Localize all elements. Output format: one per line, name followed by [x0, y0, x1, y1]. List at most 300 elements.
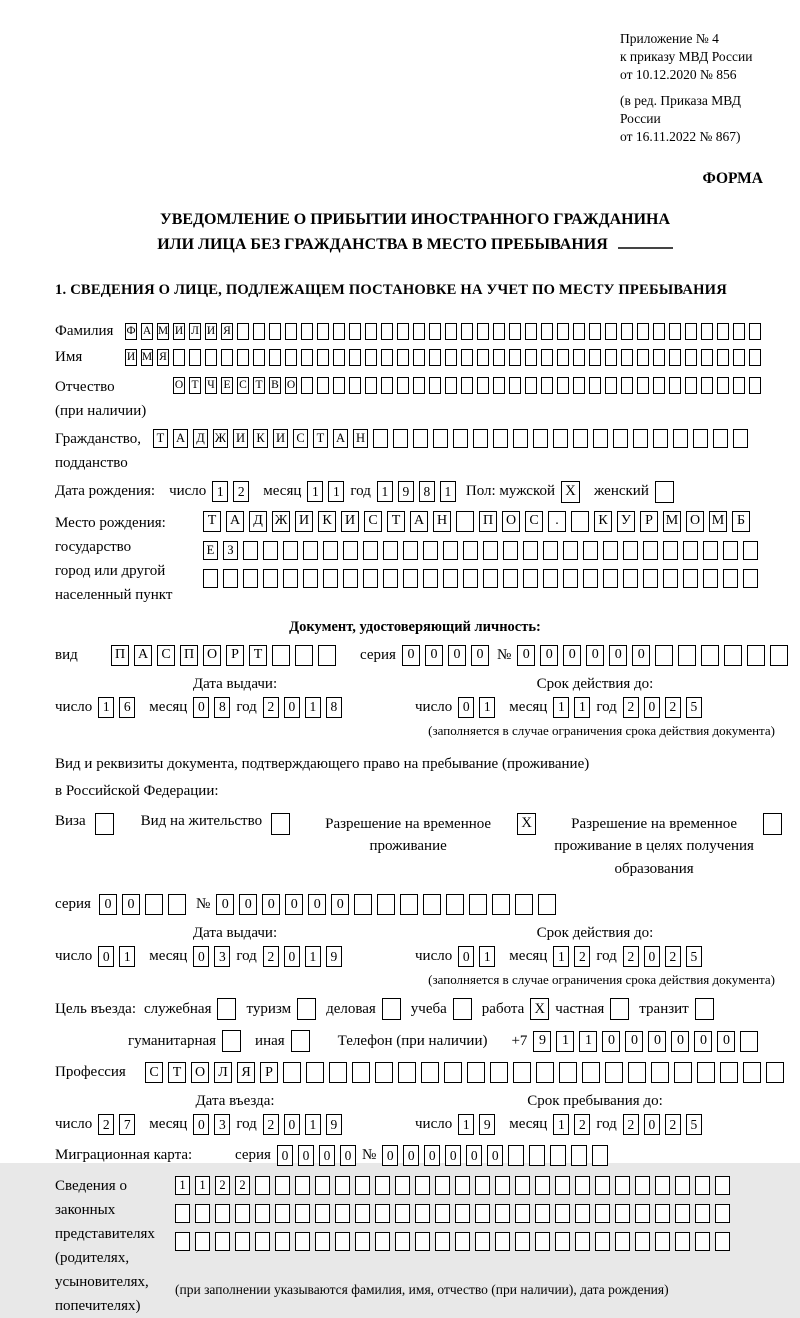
char-cell[interactable]	[349, 323, 361, 340]
char-cell[interactable]	[575, 1204, 590, 1223]
birth-year-cells[interactable]	[377, 481, 456, 502]
char-cell[interactable]	[541, 323, 553, 340]
char-cell[interactable]	[403, 541, 418, 560]
char-cell[interactable]	[643, 541, 658, 560]
char-cell[interactable]	[509, 349, 521, 366]
char-cell[interactable]: А	[333, 429, 348, 448]
char-cell[interactable]	[557, 349, 569, 366]
char-cell[interactable]	[237, 349, 249, 366]
char-cell[interactable]	[483, 569, 498, 588]
char-cell[interactable]	[335, 1204, 350, 1223]
char-cell[interactable]	[655, 645, 673, 666]
char-cell[interactable]	[444, 1062, 462, 1083]
char-cell[interactable]: 0	[239, 894, 257, 915]
char-cell[interactable]	[605, 323, 617, 340]
identity-issue-year-cells[interactable]	[263, 697, 342, 718]
char-cell[interactable]	[383, 569, 398, 588]
edu-permit-checkbox[interactable]	[763, 813, 782, 835]
char-cell[interactable]: И	[125, 349, 137, 366]
char-cell[interactable]	[535, 1176, 550, 1195]
char-cell[interactable]	[573, 323, 585, 340]
residence-permit-checkbox[interactable]	[271, 813, 290, 835]
char-cell[interactable]	[381, 349, 393, 366]
char-cell[interactable]: 9	[326, 946, 342, 967]
char-cell[interactable]	[335, 1232, 350, 1251]
char-cell[interactable]	[295, 1204, 310, 1223]
char-cell[interactable]	[483, 541, 498, 560]
char-cell[interactable]	[555, 1232, 570, 1251]
char-cell[interactable]: 1	[479, 946, 495, 967]
char-cell[interactable]: 1	[440, 481, 456, 502]
char-cell[interactable]	[473, 429, 488, 448]
char-cell[interactable]: 2	[263, 1114, 279, 1135]
char-cell[interactable]	[413, 323, 425, 340]
residence-issue-month-cells[interactable]	[193, 946, 230, 967]
char-cell[interactable]	[675, 1176, 690, 1195]
surname-cells[interactable]	[125, 323, 761, 340]
char-cell[interactable]	[375, 1204, 390, 1223]
char-cell[interactable]	[513, 429, 528, 448]
char-cell[interactable]	[393, 429, 408, 448]
char-cell[interactable]	[415, 1232, 430, 1251]
char-cell[interactable]	[509, 323, 521, 340]
char-cell[interactable]	[503, 541, 518, 560]
char-cell[interactable]	[557, 323, 569, 340]
char-cell[interactable]	[651, 1062, 669, 1083]
char-cell[interactable]: 2	[263, 697, 279, 718]
char-cell[interactable]	[559, 1062, 577, 1083]
char-cell[interactable]	[605, 349, 617, 366]
char-cell[interactable]: Я	[237, 1062, 255, 1083]
char-cell[interactable]: 1	[479, 697, 495, 718]
char-cell[interactable]	[743, 569, 758, 588]
char-cell[interactable]	[717, 377, 729, 394]
char-cell[interactable]: И	[273, 429, 288, 448]
char-cell[interactable]: С	[293, 429, 308, 448]
char-cell[interactable]	[415, 1204, 430, 1223]
char-cell[interactable]	[724, 645, 742, 666]
char-cell[interactable]	[363, 569, 378, 588]
char-cell[interactable]	[555, 1204, 570, 1223]
char-cell[interactable]: М	[663, 511, 681, 532]
char-cell[interactable]	[301, 323, 313, 340]
char-cell[interactable]	[733, 349, 745, 366]
char-cell[interactable]	[701, 349, 713, 366]
char-cell[interactable]	[301, 377, 313, 394]
char-cell[interactable]	[429, 349, 441, 366]
char-cell[interactable]: 1	[119, 946, 135, 967]
char-cell[interactable]	[323, 541, 338, 560]
char-cell[interactable]: 2	[574, 1114, 590, 1135]
char-cell[interactable]	[717, 349, 729, 366]
char-cell[interactable]: 5	[686, 946, 702, 967]
purpose-study-checkbox[interactable]	[453, 998, 472, 1020]
char-cell[interactable]	[461, 349, 473, 366]
char-cell[interactable]: 1	[307, 481, 323, 502]
char-cell[interactable]	[713, 429, 728, 448]
char-cell[interactable]	[663, 541, 678, 560]
char-cell[interactable]	[595, 1176, 610, 1195]
char-cell[interactable]: 1	[98, 697, 114, 718]
char-cell[interactable]: О	[173, 377, 185, 394]
char-cell[interactable]	[529, 1145, 545, 1166]
char-cell[interactable]	[749, 323, 761, 340]
char-cell[interactable]	[221, 349, 233, 366]
char-cell[interactable]: 0	[487, 1145, 503, 1166]
char-cell[interactable]	[215, 1232, 230, 1251]
char-cell[interactable]: Т	[203, 511, 221, 532]
char-cell[interactable]	[329, 1062, 347, 1083]
char-cell[interactable]	[685, 349, 697, 366]
char-cell[interactable]	[467, 1062, 485, 1083]
char-cell[interactable]	[283, 569, 298, 588]
char-cell[interactable]	[541, 349, 553, 366]
char-cell[interactable]	[571, 511, 589, 532]
char-cell[interactable]: 0	[448, 645, 466, 666]
char-cell[interactable]: 0	[277, 1145, 293, 1166]
char-cell[interactable]	[189, 349, 201, 366]
char-cell[interactable]	[323, 569, 338, 588]
char-cell[interactable]: 0	[602, 1031, 620, 1052]
char-cell[interactable]: П	[180, 645, 198, 666]
char-cell[interactable]: 0	[99, 894, 117, 915]
char-cell[interactable]	[715, 1232, 730, 1251]
char-cell[interactable]	[395, 1204, 410, 1223]
char-cell[interactable]	[333, 323, 345, 340]
purpose-commercial-checkbox[interactable]	[382, 998, 401, 1020]
char-cell[interactable]	[509, 377, 521, 394]
char-cell[interactable]: 0	[609, 645, 627, 666]
char-cell[interactable]	[335, 1176, 350, 1195]
char-cell[interactable]	[621, 349, 633, 366]
char-cell[interactable]	[605, 1062, 623, 1083]
char-cell[interactable]	[303, 569, 318, 588]
entry-day-cells[interactable]	[98, 1114, 135, 1135]
char-cell[interactable]: 1	[574, 697, 590, 718]
migration-series-cells[interactable]	[277, 1145, 356, 1166]
char-cell[interactable]: 1	[305, 946, 321, 967]
char-cell[interactable]: 0	[586, 645, 604, 666]
char-cell[interactable]	[377, 894, 395, 915]
char-cell[interactable]: 0	[644, 697, 660, 718]
char-cell[interactable]	[275, 1176, 290, 1195]
char-cell[interactable]	[589, 349, 601, 366]
char-cell[interactable]	[490, 1062, 508, 1083]
purpose-transit-checkbox[interactable]	[695, 998, 714, 1020]
char-cell[interactable]: 1	[377, 481, 393, 502]
char-cell[interactable]	[349, 377, 361, 394]
visa-checkbox[interactable]	[95, 813, 114, 835]
char-cell[interactable]: 0	[648, 1031, 666, 1052]
char-cell[interactable]	[747, 645, 765, 666]
char-cell[interactable]: 0	[284, 1114, 300, 1135]
char-cell[interactable]: 0	[717, 1031, 735, 1052]
char-cell[interactable]	[235, 1232, 250, 1251]
char-cell[interactable]	[637, 349, 649, 366]
char-cell[interactable]: 0	[445, 1145, 461, 1166]
char-cell[interactable]	[446, 894, 464, 915]
char-cell[interactable]: Д	[249, 511, 267, 532]
birth-place-state-cells[interactable]	[203, 511, 750, 532]
char-cell[interactable]	[525, 377, 537, 394]
char-cell[interactable]	[693, 429, 708, 448]
char-cell[interactable]	[455, 1176, 470, 1195]
char-cell[interactable]: 0	[340, 1145, 356, 1166]
char-cell[interactable]	[365, 377, 377, 394]
char-cell[interactable]: 1	[553, 946, 569, 967]
char-cell[interactable]	[535, 1232, 550, 1251]
residence-expiry-day-cells[interactable]	[458, 946, 495, 967]
char-cell[interactable]	[461, 323, 473, 340]
char-cell[interactable]	[683, 569, 698, 588]
stay-year-cells[interactable]	[623, 1114, 702, 1135]
char-cell[interactable]: 9	[326, 1114, 342, 1135]
identity-issue-month-cells[interactable]	[193, 697, 230, 718]
char-cell[interactable]: 1	[305, 1114, 321, 1135]
char-cell[interactable]: Д	[193, 429, 208, 448]
representatives-row1-cells[interactable]	[175, 1176, 730, 1195]
char-cell[interactable]	[175, 1204, 190, 1223]
char-cell[interactable]: 0	[625, 1031, 643, 1052]
char-cell[interactable]	[435, 1232, 450, 1251]
char-cell[interactable]	[333, 349, 345, 366]
char-cell[interactable]	[317, 349, 329, 366]
char-cell[interactable]: 0	[262, 894, 280, 915]
char-cell[interactable]	[477, 323, 489, 340]
char-cell[interactable]	[635, 1176, 650, 1195]
char-cell[interactable]	[477, 377, 489, 394]
char-cell[interactable]	[397, 323, 409, 340]
char-cell[interactable]	[317, 323, 329, 340]
char-cell[interactable]: 0	[424, 1145, 440, 1166]
char-cell[interactable]	[343, 569, 358, 588]
identity-expiry-year-cells[interactable]	[623, 697, 702, 718]
char-cell[interactable]: 0	[193, 697, 209, 718]
char-cell[interactable]: К	[253, 429, 268, 448]
char-cell[interactable]: М	[141, 349, 153, 366]
char-cell[interactable]	[433, 429, 448, 448]
char-cell[interactable]: М	[157, 323, 169, 340]
char-cell[interactable]	[445, 349, 457, 366]
char-cell[interactable]	[557, 377, 569, 394]
entry-year-cells[interactable]	[263, 1114, 342, 1135]
char-cell[interactable]: 8	[419, 481, 435, 502]
char-cell[interactable]	[283, 541, 298, 560]
char-cell[interactable]: 5	[686, 697, 702, 718]
char-cell[interactable]: 0	[540, 645, 558, 666]
char-cell[interactable]	[701, 377, 713, 394]
char-cell[interactable]	[653, 349, 665, 366]
char-cell[interactable]: 3	[214, 946, 230, 967]
char-cell[interactable]: .	[548, 511, 566, 532]
char-cell[interactable]	[145, 894, 163, 915]
stay-day-cells[interactable]	[458, 1114, 495, 1135]
birth-month-cells[interactable]	[307, 481, 344, 502]
char-cell[interactable]	[315, 1204, 330, 1223]
char-cell[interactable]	[363, 541, 378, 560]
char-cell[interactable]	[443, 569, 458, 588]
char-cell[interactable]: 0	[284, 946, 300, 967]
char-cell[interactable]	[508, 1145, 524, 1166]
char-cell[interactable]	[493, 429, 508, 448]
char-cell[interactable]	[653, 429, 668, 448]
char-cell[interactable]: Ж	[213, 429, 228, 448]
char-cell[interactable]	[173, 349, 185, 366]
char-cell[interactable]: 1	[556, 1031, 574, 1052]
birth-day-cells[interactable]	[212, 481, 249, 502]
char-cell[interactable]	[381, 377, 393, 394]
char-cell[interactable]: 0	[193, 1114, 209, 1135]
char-cell[interactable]	[343, 541, 358, 560]
char-cell[interactable]: 0	[466, 1145, 482, 1166]
char-cell[interactable]	[766, 1062, 784, 1083]
char-cell[interactable]: Р	[640, 511, 658, 532]
char-cell[interactable]	[285, 323, 297, 340]
char-cell[interactable]: М	[709, 511, 727, 532]
char-cell[interactable]	[533, 429, 548, 448]
char-cell[interactable]	[715, 1176, 730, 1195]
char-cell[interactable]: 0	[308, 894, 326, 915]
char-cell[interactable]	[423, 569, 438, 588]
char-cell[interactable]	[423, 894, 441, 915]
char-cell[interactable]	[553, 429, 568, 448]
char-cell[interactable]	[655, 1232, 670, 1251]
char-cell[interactable]	[655, 1204, 670, 1223]
char-cell[interactable]	[669, 377, 681, 394]
char-cell[interactable]	[365, 349, 377, 366]
char-cell[interactable]	[354, 894, 372, 915]
char-cell[interactable]	[573, 429, 588, 448]
char-cell[interactable]: 2	[235, 1176, 250, 1195]
char-cell[interactable]: И	[341, 511, 359, 532]
char-cell[interactable]: С	[157, 645, 175, 666]
char-cell[interactable]	[463, 541, 478, 560]
char-cell[interactable]: А	[173, 429, 188, 448]
char-cell[interactable]	[445, 323, 457, 340]
given-name-cells[interactable]	[125, 349, 761, 366]
identity-doc-number-cells[interactable]	[517, 645, 788, 666]
char-cell[interactable]	[495, 1232, 510, 1251]
char-cell[interactable]	[749, 349, 761, 366]
char-cell[interactable]: 0	[644, 946, 660, 967]
char-cell[interactable]	[223, 569, 238, 588]
char-cell[interactable]	[637, 323, 649, 340]
char-cell[interactable]	[583, 569, 598, 588]
char-cell[interactable]	[703, 569, 718, 588]
char-cell[interactable]: П	[111, 645, 129, 666]
char-cell[interactable]	[743, 541, 758, 560]
char-cell[interactable]	[375, 1232, 390, 1251]
char-cell[interactable]: 1	[195, 1176, 210, 1195]
char-cell[interactable]	[283, 1062, 301, 1083]
char-cell[interactable]: 0	[98, 946, 114, 967]
residence-issue-year-cells[interactable]	[263, 946, 342, 967]
residence-series-cells[interactable]	[99, 894, 186, 915]
purpose-work-checkbox[interactable]: X	[530, 998, 549, 1020]
char-cell[interactable]	[615, 1176, 630, 1195]
char-cell[interactable]: 0	[458, 697, 474, 718]
char-cell[interactable]	[563, 541, 578, 560]
sex-female-checkbox[interactable]	[655, 481, 674, 503]
char-cell[interactable]	[253, 349, 265, 366]
char-cell[interactable]: 7	[119, 1114, 135, 1135]
representatives-row2-cells[interactable]	[175, 1204, 730, 1223]
migration-number-cells[interactable]	[382, 1145, 608, 1166]
char-cell[interactable]	[770, 645, 788, 666]
entry-month-cells[interactable]	[193, 1114, 230, 1135]
char-cell[interactable]: 2	[623, 697, 639, 718]
char-cell[interactable]: С	[145, 1062, 163, 1083]
char-cell[interactable]: Т	[313, 429, 328, 448]
purpose-private-checkbox[interactable]	[610, 998, 629, 1020]
char-cell[interactable]	[635, 1232, 650, 1251]
char-cell[interactable]	[383, 541, 398, 560]
char-cell[interactable]: 0	[193, 946, 209, 967]
birth-place-locality-cells[interactable]	[203, 569, 758, 588]
char-cell[interactable]	[400, 894, 418, 915]
char-cell[interactable]	[453, 429, 468, 448]
char-cell[interactable]: 0	[471, 645, 489, 666]
char-cell[interactable]: Т	[168, 1062, 186, 1083]
char-cell[interactable]: 1	[212, 481, 228, 502]
char-cell[interactable]: 1	[579, 1031, 597, 1052]
char-cell[interactable]	[493, 349, 505, 366]
char-cell[interactable]: Ф	[125, 323, 137, 340]
char-cell[interactable]: 0	[122, 894, 140, 915]
char-cell[interactable]	[605, 377, 617, 394]
char-cell[interactable]	[272, 645, 290, 666]
char-cell[interactable]: 1	[458, 1114, 474, 1135]
representatives-row3-cells[interactable]	[175, 1232, 730, 1251]
char-cell[interactable]: 0	[425, 645, 443, 666]
char-cell[interactable]: 1	[175, 1176, 190, 1195]
identity-issue-day-cells[interactable]	[98, 697, 135, 718]
char-cell[interactable]: Н	[353, 429, 368, 448]
char-cell[interactable]: 2	[233, 481, 249, 502]
char-cell[interactable]	[168, 894, 186, 915]
char-cell[interactable]	[445, 377, 457, 394]
char-cell[interactable]	[623, 569, 638, 588]
char-cell[interactable]: С	[525, 511, 543, 532]
char-cell[interactable]	[595, 1204, 610, 1223]
char-cell[interactable]	[243, 569, 258, 588]
char-cell[interactable]: О	[285, 377, 297, 394]
char-cell[interactable]: В	[269, 377, 281, 394]
char-cell[interactable]	[463, 569, 478, 588]
char-cell[interactable]: 2	[98, 1114, 114, 1135]
char-cell[interactable]: Л	[214, 1062, 232, 1083]
residence-number-cells[interactable]	[216, 894, 556, 915]
char-cell[interactable]: 0	[694, 1031, 712, 1052]
char-cell[interactable]: 9	[398, 481, 414, 502]
char-cell[interactable]	[543, 541, 558, 560]
char-cell[interactable]	[195, 1232, 210, 1251]
char-cell[interactable]	[435, 1176, 450, 1195]
char-cell[interactable]	[515, 1176, 530, 1195]
char-cell[interactable]: И	[295, 511, 313, 532]
char-cell[interactable]	[543, 569, 558, 588]
char-cell[interactable]	[255, 1232, 270, 1251]
char-cell[interactable]	[589, 323, 601, 340]
char-cell[interactable]: О	[502, 511, 520, 532]
char-cell[interactable]: Ч	[205, 377, 217, 394]
char-cell[interactable]: З	[223, 541, 238, 560]
char-cell[interactable]	[253, 323, 265, 340]
char-cell[interactable]	[621, 323, 633, 340]
char-cell[interactable]	[355, 1204, 370, 1223]
char-cell[interactable]	[673, 429, 688, 448]
phone-cells[interactable]	[533, 1031, 758, 1052]
